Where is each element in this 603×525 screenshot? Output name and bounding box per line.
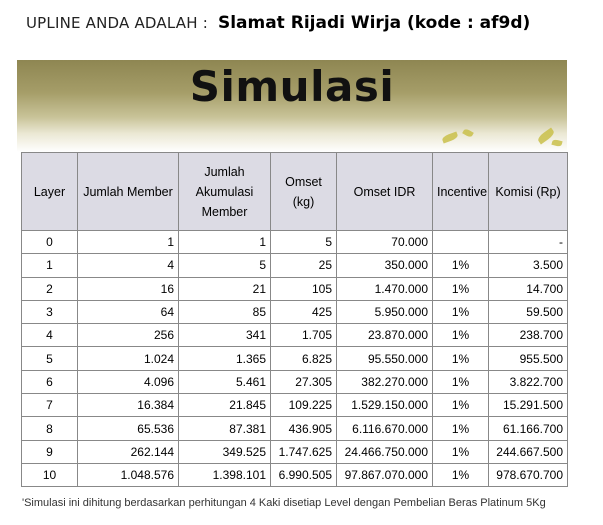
cell-turnover-kg: 109.225 [271, 394, 337, 417]
cell-member-count: 16 [78, 277, 179, 300]
cell-layer: 5 [22, 347, 78, 370]
table-row [22, 254, 568, 277]
cell-incentive: 1% [433, 347, 489, 370]
cell-turnover-kg: 436.905 [271, 417, 337, 440]
cell-layer: 9 [22, 440, 78, 463]
cell-turnover-kg: 1.747.625 [271, 440, 337, 463]
cell-commission: 238.700 [489, 324, 568, 347]
cell-incentive: 1% [433, 463, 489, 486]
table-row [22, 347, 568, 370]
table-row [22, 394, 568, 417]
column-header-commission: Komisi (Rp) [489, 153, 568, 231]
cell-incentive: 1% [433, 254, 489, 277]
leaf-decoration [462, 128, 474, 138]
column-header-turnover-idr: Omset IDR [337, 153, 433, 231]
cell-accumulated-members: 85 [179, 300, 271, 323]
cell-member-count: 1.048.576 [78, 463, 179, 486]
cell-incentive: 1% [433, 324, 489, 347]
cell-commission: 15.291.500 [489, 394, 568, 417]
table-row [22, 463, 568, 486]
cell-incentive: 1% [433, 394, 489, 417]
cell-turnover-idr: 24.466.750.000 [337, 440, 433, 463]
cell-commission: - [489, 231, 568, 254]
cell-turnover-idr: 6.116.670.000 [337, 417, 433, 440]
cell-accumulated-members: 21.845 [179, 394, 271, 417]
upline-header [26, 13, 596, 39]
cell-layer: 1 [22, 254, 78, 277]
cell-turnover-kg: 425 [271, 300, 337, 323]
upline-label: UPLINE ANDA ADALAH : [26, 14, 208, 32]
cell-layer: 8 [22, 417, 78, 440]
cell-turnover-idr: 350.000 [337, 254, 433, 277]
table-row [22, 231, 568, 254]
leaf-decoration [551, 139, 562, 147]
cell-accumulated-members: 1.365 [179, 347, 271, 370]
cell-layer: 10 [22, 463, 78, 486]
table-header-row [22, 153, 568, 231]
table-row [22, 300, 568, 323]
cell-commission: 61.166.700 [489, 417, 568, 440]
cell-turnover-idr: 23.870.000 [337, 324, 433, 347]
banner-title: Simulasi [189, 62, 395, 111]
leaf-decoration [441, 131, 458, 143]
cell-commission: 14.700 [489, 277, 568, 300]
table-body [22, 231, 568, 487]
cell-member-count: 256 [78, 324, 179, 347]
cell-turnover-idr: 382.270.000 [337, 370, 433, 393]
cell-turnover-kg: 6.990.505 [271, 463, 337, 486]
cell-turnover-idr: 95.550.000 [337, 347, 433, 370]
cell-layer: 7 [22, 394, 78, 417]
cell-member-count: 16.384 [78, 394, 179, 417]
cell-turnover-idr: 1.470.000 [337, 277, 433, 300]
cell-commission: 955.500 [489, 347, 568, 370]
cell-layer: 3 [22, 300, 78, 323]
cell-accumulated-members: 341 [179, 324, 271, 347]
simulation-table-wrapper [21, 152, 567, 487]
cell-member-count: 262.144 [78, 440, 179, 463]
table-row [22, 370, 568, 393]
cell-incentive: 1% [433, 417, 489, 440]
column-header-incentive: Incentive [433, 153, 489, 231]
cell-turnover-kg: 27.305 [271, 370, 337, 393]
cell-turnover-kg: 5 [271, 231, 337, 254]
cell-incentive: 1% [433, 277, 489, 300]
column-header-layer: Layer [22, 153, 78, 231]
cell-layer: 2 [22, 277, 78, 300]
table-row [22, 277, 568, 300]
cell-incentive: 1% [433, 300, 489, 323]
cell-accumulated-members: 21 [179, 277, 271, 300]
simulation-table [21, 152, 568, 487]
cell-member-count: 1 [78, 231, 179, 254]
cell-incentive: 1% [433, 440, 489, 463]
cell-incentive [433, 231, 489, 254]
cell-commission: 244.667.500 [489, 440, 568, 463]
cell-turnover-idr: 70.000 [337, 231, 433, 254]
cell-accumulated-members: 5 [179, 254, 271, 277]
cell-layer: 6 [22, 370, 78, 393]
footnote: 'Simulasi ini dihitung berdasarkan perhitungan 4 Kaki disetiap Level dengan Pembelian Beras Platinum 5Kg [22, 497, 546, 509]
cell-turnover-idr: 5.950.000 [337, 300, 433, 323]
cell-turnover-kg: 6.825 [271, 347, 337, 370]
cell-member-count: 4 [78, 254, 179, 277]
simulation-banner [17, 60, 567, 152]
column-header-accumulated-members: Jumlah Akumulasi Member [179, 153, 271, 231]
cell-member-count: 4.096 [78, 370, 179, 393]
cell-turnover-idr: 1.529.150.000 [337, 394, 433, 417]
table-row [22, 440, 568, 463]
cell-member-count: 65.536 [78, 417, 179, 440]
cell-member-count: 1.024 [78, 347, 179, 370]
cell-accumulated-members: 1.398.101 [179, 463, 271, 486]
cell-layer: 0 [22, 231, 78, 254]
cell-commission: 978.670.700 [489, 463, 568, 486]
table-row [22, 417, 568, 440]
cell-commission: 3.822.700 [489, 370, 568, 393]
cell-turnover-idr: 97.867.070.000 [337, 463, 433, 486]
cell-accumulated-members: 87.381 [179, 417, 271, 440]
cell-member-count: 64 [78, 300, 179, 323]
cell-accumulated-members: 5.461 [179, 370, 271, 393]
cell-commission: 3.500 [489, 254, 568, 277]
cell-accumulated-members: 1 [179, 231, 271, 254]
cell-turnover-kg: 1.705 [271, 324, 337, 347]
cell-accumulated-members: 349.525 [179, 440, 271, 463]
table-row [22, 324, 568, 347]
upline-name: Slamat Rijadi Wirja (kode : af9d) [217, 13, 531, 33]
cell-turnover-kg: 105 [271, 277, 337, 300]
cell-layer: 4 [22, 324, 78, 347]
column-header-turnover-kg: Omset (kg) [271, 153, 337, 231]
cell-commission: 59.500 [489, 300, 568, 323]
cell-incentive: 1% [433, 370, 489, 393]
column-header-member-count: Jumlah Member [78, 153, 179, 231]
cell-turnover-kg: 25 [271, 254, 337, 277]
